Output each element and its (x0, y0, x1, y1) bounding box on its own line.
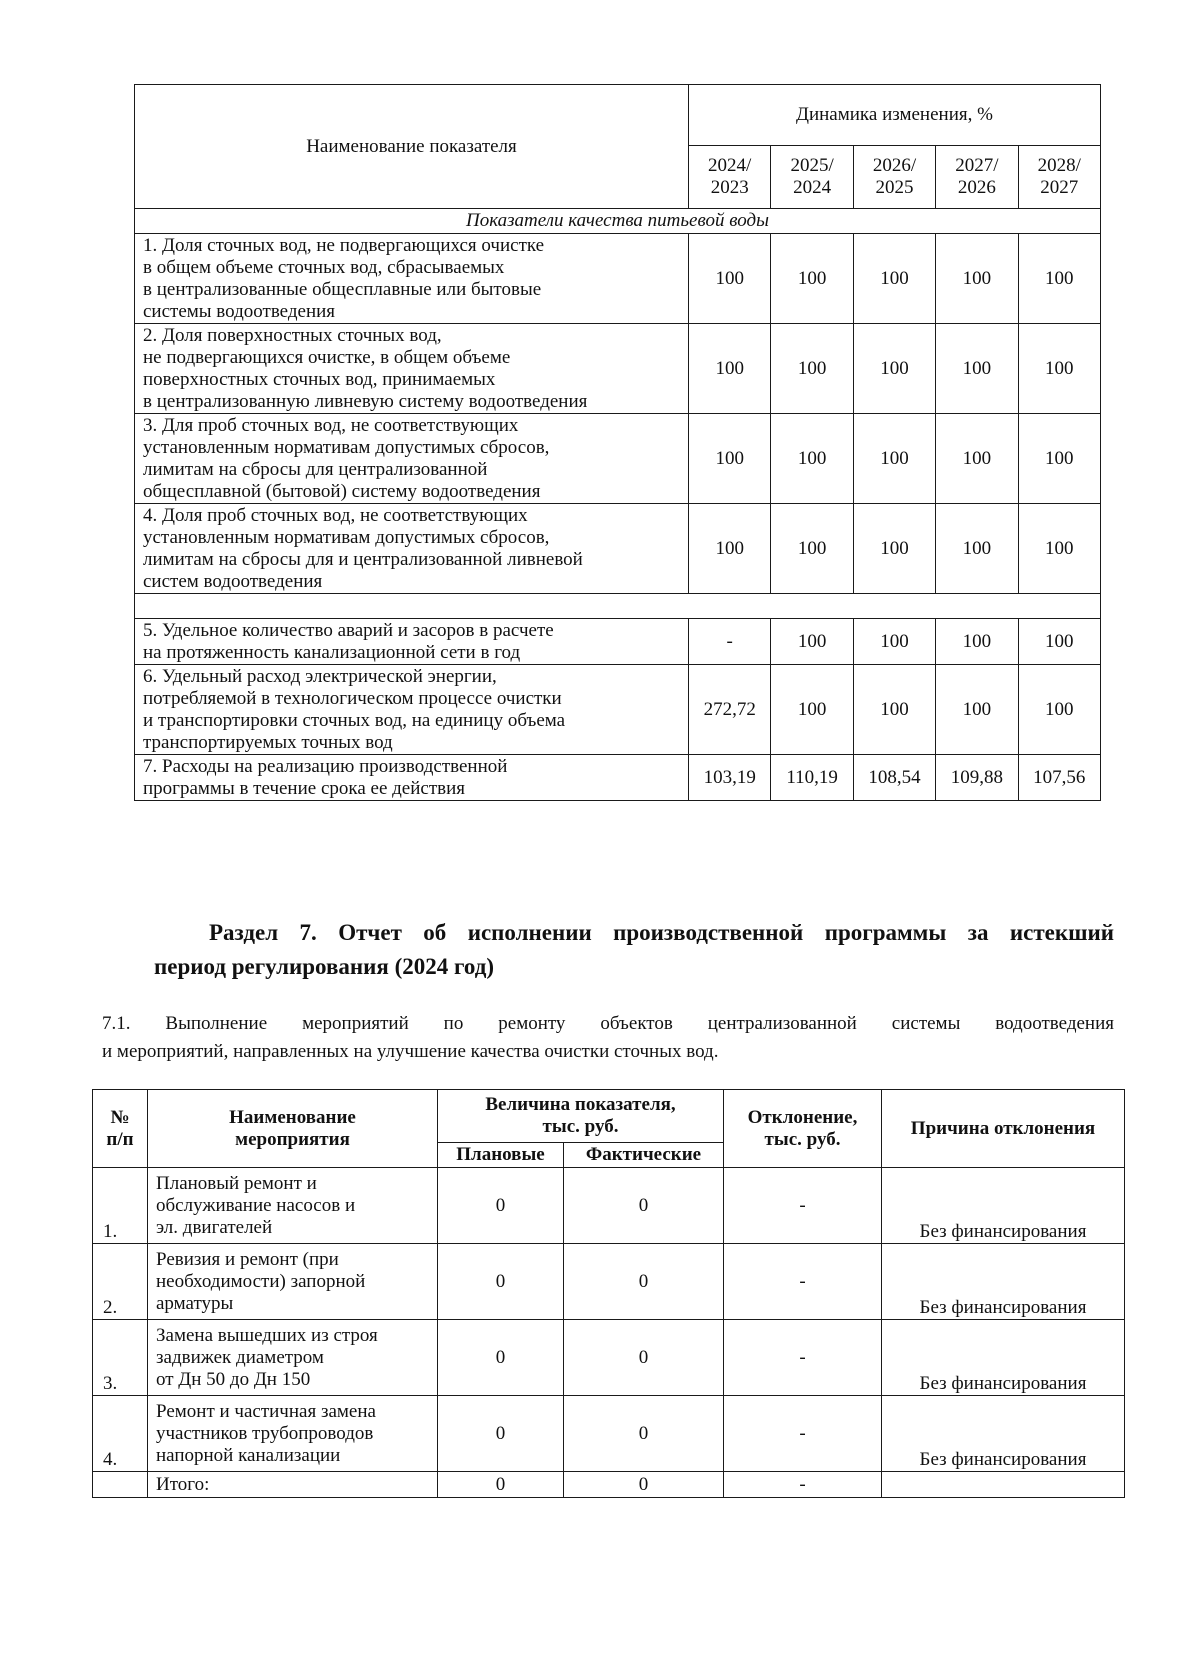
table-row (135, 755, 1101, 801)
indicator-value: 100 (853, 619, 935, 665)
table-row (135, 414, 1101, 504)
activities-report-table (92, 1089, 1125, 1498)
text-line: систем водоотведения (143, 571, 323, 592)
header-indicator-name: Наименование показателя (135, 85, 689, 209)
indicator-value: 100 (689, 324, 771, 414)
header-planned: Плановые (438, 1143, 564, 1168)
indicator-value: 100 (689, 504, 771, 594)
indicator-value: 100 (936, 665, 1018, 755)
text-line: установленным нормативам допустимых сбросов, (143, 437, 550, 458)
text-line: установленным нормативам допустимых сбросов, (143, 527, 550, 548)
indicator-value: 100 (853, 504, 935, 594)
text-line: необходимости) запорной (156, 1270, 366, 1292)
indicator-value: 100 (771, 504, 853, 594)
text-line: Замена вышедших из строя (156, 1324, 378, 1346)
section-heading-line: Раздел 7. Отчет об исполнении производственной программы за истекший (209, 920, 1114, 945)
text-line: от Дн 50 до Дн 150 (156, 1368, 311, 1390)
deviation-value: - (724, 1396, 882, 1472)
indicator-name (135, 619, 689, 665)
section-heading-line: период регулирования (2024 год) (154, 954, 495, 979)
text-line: лимитам на сбросы для централизованной (143, 459, 488, 480)
indicator-value: 100 (771, 324, 853, 414)
text-line: арматуры (156, 1292, 234, 1314)
indicator-value: 100 (689, 414, 771, 504)
indicator-value: 107,56 (1018, 755, 1100, 801)
indicator-name (135, 755, 689, 801)
indicator-value: 100 (1018, 414, 1100, 504)
indicator-value: 100 (853, 665, 935, 755)
activity-name (148, 1396, 438, 1472)
planned-value: 0 (438, 1244, 564, 1320)
text-line: 2. Доля поверхностных сточных вод, (143, 325, 442, 346)
total-number-cell (93, 1472, 148, 1498)
indicator-value: 100 (936, 324, 1018, 414)
text-line: не подвергающихся очистке, в общем объеме (143, 347, 511, 368)
indicator-value: 100 (771, 234, 853, 324)
indicator-value: 100 (1018, 324, 1100, 414)
indicator-value: 100 (853, 324, 935, 414)
actual-value: 0 (564, 1168, 724, 1244)
table-row (93, 1320, 1125, 1396)
indicator-value: - (689, 619, 771, 665)
total-deviation: - (724, 1472, 882, 1498)
indicator-value: 100 (936, 619, 1018, 665)
indicator-value: 103,19 (689, 755, 771, 801)
indicator-value: 100 (1018, 619, 1100, 665)
indicator-value: 100 (1018, 504, 1100, 594)
text-line: 4. Доля проб сточных вод, не соответствующих (143, 505, 528, 526)
text-line: лимитам на сбросы для и централизованной ливневой (143, 549, 583, 570)
total-actual: 0 (564, 1472, 724, 1498)
text-line: в общем объеме сточных вод, сбрасываемых (143, 257, 505, 278)
deviation-reason: Без финансирования (882, 1244, 1125, 1320)
text-line: Плановый ремонт и (156, 1172, 317, 1194)
header-actual: Фактические (564, 1143, 724, 1168)
text-line: 3. Для проб сточных вод, не соответствующих (143, 415, 519, 436)
row-number: 3. (93, 1320, 148, 1396)
deviation-reason: Без финансирования (882, 1320, 1125, 1396)
paragraph-line: и мероприятий, направленных на улучшение качества очистки сточных вод. (102, 1041, 719, 1062)
text-line: программы в течение срока ее действия (143, 778, 466, 799)
text-line: и транспортировки сточных вод, на единицу объема (143, 710, 566, 731)
year-header: 2027/ 2026 (936, 146, 1018, 209)
indicator-value: 109,88 (936, 755, 1018, 801)
row-number: 1. (93, 1168, 148, 1244)
header-deviation-reason: Причина отклонения (882, 1090, 1125, 1168)
indicator-value: 100 (771, 619, 853, 665)
indicator-name (135, 234, 689, 324)
section-label: Показатели качества питьевой воды (135, 209, 1101, 234)
activity-name (148, 1244, 438, 1320)
total-planned: 0 (438, 1472, 564, 1498)
activity-name (148, 1168, 438, 1244)
text-line: задвижек диаметром (156, 1346, 324, 1368)
table-row (135, 619, 1101, 665)
activity-name (148, 1320, 438, 1396)
section-heading (154, 916, 1114, 984)
text-line: системы водоотведения (143, 301, 336, 322)
indicator-name (135, 665, 689, 755)
text-line: 5. Удельное количество аварий и засоров в расчете (143, 620, 554, 641)
table-row (135, 234, 1101, 324)
planned-value: 0 (438, 1396, 564, 1472)
table-row (135, 324, 1101, 414)
empty-separator-row (135, 594, 1101, 619)
indicator-value: 100 (1018, 665, 1100, 755)
year-header: 2026/ 2025 (853, 146, 935, 209)
header-indicator-value: Величина показателя, тыс. руб. (438, 1090, 724, 1143)
year-header: 2024/ 2023 (689, 146, 771, 209)
text-line: обслуживание насосов и (156, 1194, 356, 1216)
text-line: напорной канализации (156, 1444, 341, 1466)
text-line: потребляемой в технологическом процессе очистки (143, 688, 562, 709)
text-line: Ревизия и ремонт (при (156, 1248, 339, 1270)
row-number: 4. (93, 1396, 148, 1472)
row-number: 2. (93, 1244, 148, 1320)
total-row (93, 1472, 1125, 1498)
deviation-reason: Без финансирования (882, 1168, 1125, 1244)
section-row (135, 209, 1101, 234)
deviation-reason: Без финансирования (882, 1396, 1125, 1472)
indicator-value: 100 (771, 414, 853, 504)
planned-value: 0 (438, 1168, 564, 1244)
indicator-value: 100 (1018, 234, 1100, 324)
indicator-value: 100 (936, 414, 1018, 504)
text-line: на протяженность канализационной сети в год (143, 642, 521, 663)
table-row (93, 1396, 1125, 1472)
paragraph-line: 7.1. Выполнение мероприятий по ремонту объектов централизованной системы водоотведения (102, 1013, 1114, 1034)
indicator-value: 100 (853, 234, 935, 324)
indicator-value: 272,72 (689, 665, 771, 755)
header-dynamics: Динамика изменения, % (689, 85, 1101, 146)
table-row (93, 1244, 1125, 1320)
total-reason-cell (882, 1472, 1125, 1498)
deviation-value: - (724, 1320, 882, 1396)
text-line: в централизованные общесплавные или бытовые (143, 279, 542, 300)
indicator-dynamics-table (134, 84, 1101, 801)
planned-value: 0 (438, 1320, 564, 1396)
text-line: общесплавной (бытовой) систему водоотведения (143, 481, 541, 502)
actual-value: 0 (564, 1396, 724, 1472)
indicator-name (135, 504, 689, 594)
text-line: Ремонт и частичная замена (156, 1400, 376, 1422)
text-line: транспортируемых точных вод (143, 732, 393, 753)
actual-value: 0 (564, 1244, 724, 1320)
text-line: 7. Расходы на реализацию производственной (143, 756, 508, 777)
text-line: в централизованную ливневую систему водоотведения (143, 391, 588, 412)
year-header: 2028/ 2027 (1018, 146, 1100, 209)
indicator-name (135, 414, 689, 504)
paragraph-7-1 (102, 1010, 1114, 1066)
deviation-value: - (724, 1244, 882, 1320)
indicator-value: 100 (689, 234, 771, 324)
empty-cell (135, 594, 1101, 619)
table-row (135, 665, 1101, 755)
indicator-value: 108,54 (853, 755, 935, 801)
text-line: поверхностных сточных вод, принимаемых (143, 369, 496, 390)
table-row (93, 1168, 1125, 1244)
header-activity-name: Наименование мероприятия (148, 1090, 438, 1168)
table-row (135, 504, 1101, 594)
text-line: 1. Доля сточных вод, не подвергающихся очистке (143, 235, 545, 256)
actual-value: 0 (564, 1320, 724, 1396)
header-number: № п/п (93, 1090, 148, 1168)
indicator-name (135, 324, 689, 414)
indicator-value: 100 (853, 414, 935, 504)
indicator-value: 100 (936, 504, 1018, 594)
indicator-value: 100 (936, 234, 1018, 324)
indicator-value: 100 (771, 665, 853, 755)
text-line: эл. двигателей (156, 1216, 273, 1238)
total-label: Итого: (148, 1472, 438, 1498)
indicator-value: 110,19 (771, 755, 853, 801)
year-header: 2025/ 2024 (771, 146, 853, 209)
text-line: участников трубопроводов (156, 1422, 374, 1444)
header-deviation: Отклонение, тыс. руб. (724, 1090, 882, 1168)
deviation-value: - (724, 1168, 882, 1244)
text-line: 6. Удельный расход электрической энергии, (143, 666, 497, 687)
